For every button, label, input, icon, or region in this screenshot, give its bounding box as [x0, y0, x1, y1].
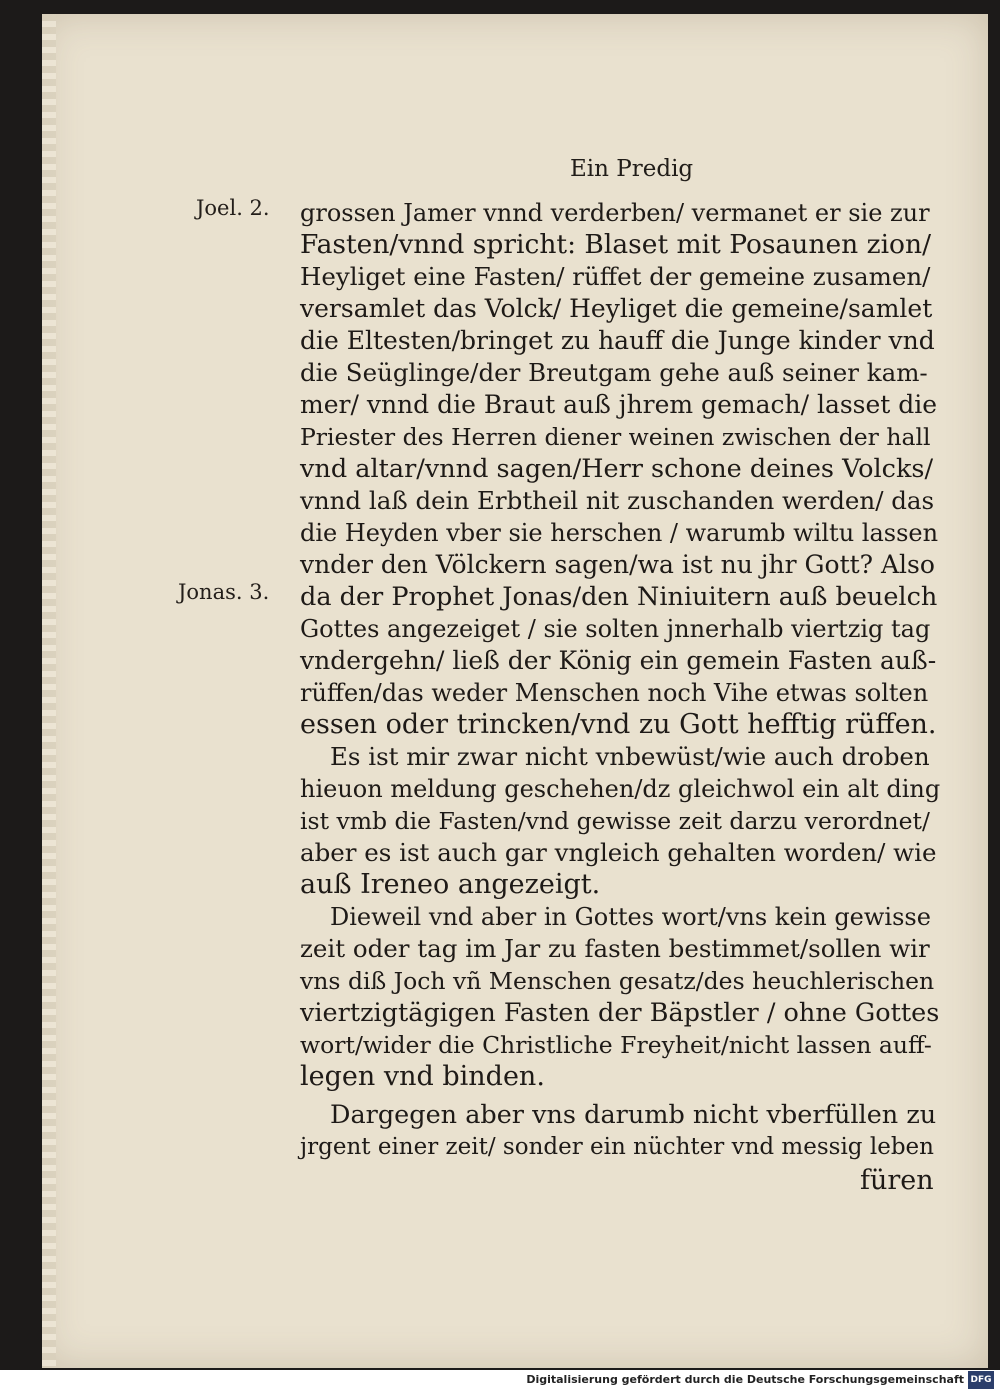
- text-line: Dieweil vnd aber in Gottes wort/vns kein gewisse: [330, 903, 931, 931]
- footer-credit: Digitalisierung gefördert durch die Deutsche Forschungsgemeinschaft: [526, 1373, 964, 1386]
- text-line: die Heyden vber sie herschen / warumb wiltu lassen: [300, 519, 939, 547]
- text-line: grossen Jamer vnnd verderben/ vermanet er sie zur: [300, 199, 930, 227]
- text-line: mer/ vnnd die Braut auß jhrem gemach/ lasset die: [300, 390, 938, 419]
- text-line: zeit oder tag im Jar zu fasten bestimmet/sollen wir: [300, 934, 930, 963]
- text-line: Priester des Herren diener weinen zwischen der hall: [300, 423, 931, 451]
- text-line: füren: [860, 1165, 934, 1196]
- text-line: die Eltesten/bringet zu hauff die Junge kinder vnd: [300, 326, 935, 355]
- text-line: die Seüglinge/der Breutgam gehe auß seiner kam-: [300, 358, 928, 387]
- text-line: viertzigtägigen Fasten der Bäpstler / ohne Gottes: [300, 998, 940, 1028]
- text-line: legen vnd binden.: [300, 1061, 545, 1092]
- text-line: auß Ireneo angezeigt.: [300, 869, 601, 900]
- text-line: Gottes angezeiget / sie solten jnnerhalb viertzig tag: [300, 615, 931, 643]
- running-head: Ein Predig: [570, 156, 694, 182]
- text-line: ist vmb die Fasten/vnd gewisse zeit darzu verordnet/: [300, 807, 930, 835]
- text-line: Dargegen aber vns darumb nicht vberfüllen zu: [330, 1100, 937, 1130]
- text-line: vnnd laß dein Erbtheil nit zuschanden werden/ das: [300, 486, 935, 515]
- text-line: wort/wider die Christliche Freyheit/nicht lassen auff-: [300, 1031, 932, 1059]
- margin-note-jonas: Jonas. 3.: [178, 580, 270, 604]
- dfg-logo: DFG: [968, 1371, 994, 1389]
- text-line: hieuon meldung geschehen/dz gleichwol ein alt ding: [300, 775, 941, 803]
- text-line: vnder den Völckern sagen/wa ist nu jhr Gott? Also: [300, 550, 935, 579]
- text-line: Fasten/vnnd spricht: Blaset mit Posaunen zion/: [300, 229, 932, 260]
- text-line: essen oder trincken/vnd zu Gott hefftig rüffen.: [300, 709, 937, 740]
- text-line: Es ist mir zwar nicht vnbewüst/wie auch droben: [330, 742, 930, 771]
- page-edge: [42, 14, 56, 1368]
- text-line: da der Prophet Jonas/den Niniuitern auß beuelch: [300, 582, 938, 612]
- text-line: versamlet das Volck/ Heyliget die gemeine/samlet: [300, 294, 933, 323]
- text-line: vnd altar/vnnd sagen/Herr schone deines Volcks/: [300, 454, 934, 484]
- text-line: rüffen/das weder Menschen noch Vihe etwas solten: [300, 679, 929, 707]
- text-line: aber es ist auch gar vngleich gehalten worden/ wie: [300, 838, 937, 867]
- margin-note-joel: Joel. 2.: [196, 196, 270, 220]
- text-line: vns diß Joch vñ Menschen gesatz/des heuchlerischen: [300, 967, 935, 995]
- text-line: vndergehn/ ließ der König ein gemein Fasten auß-: [300, 646, 937, 675]
- text-line: Heyliget eine Fasten/ rüffet der gemeine zusamen/: [300, 262, 931, 291]
- text-line: jrgent einer zeit/ sonder ein nüchter vnd messig leben: [300, 1134, 934, 1160]
